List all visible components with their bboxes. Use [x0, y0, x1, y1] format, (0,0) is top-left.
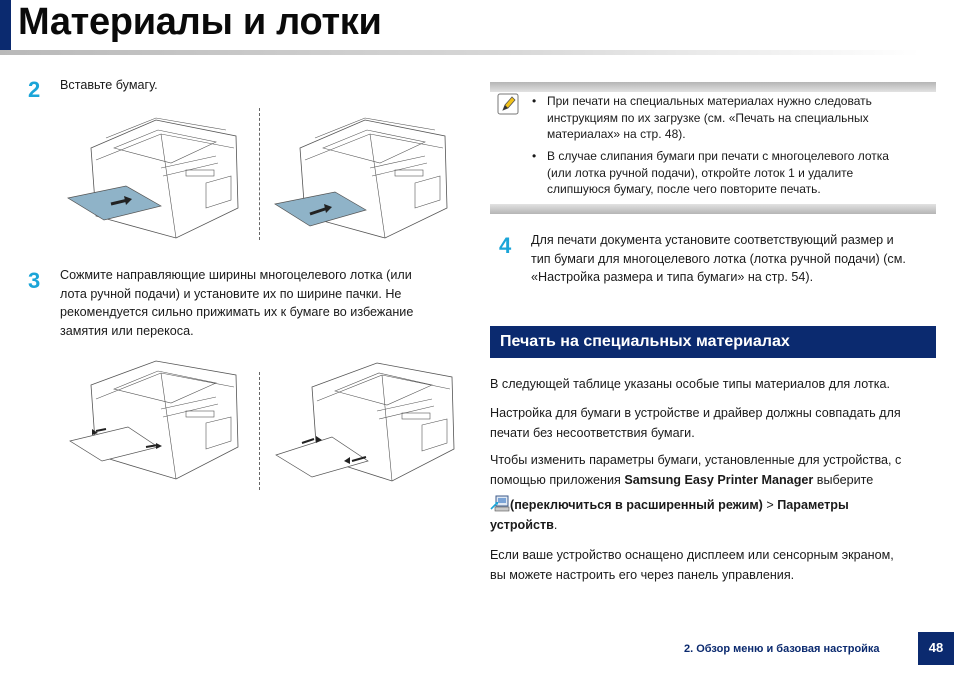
- note-item-1: [532, 93, 932, 143]
- note-bullet: •: [532, 94, 537, 108]
- advanced-mode-label: (переключиться в расширенный режим): [510, 498, 763, 512]
- paragraph-5: [490, 545, 940, 585]
- printer-illustration-insert-1: [66, 108, 241, 243]
- app-name: Samsung Easy Printer Manager: [624, 473, 814, 487]
- note-line: В случае слипания бумаги при печати с многоцелевого лотка: [547, 149, 889, 163]
- section-title: Печать на специальных материалах: [500, 333, 790, 350]
- step-number-2: 2: [28, 77, 41, 102]
- paragraph-5-line: Если ваше устройство оснащено дисплеем или сенсорным экраном,: [490, 548, 894, 562]
- menu-path-separator: >: [762, 498, 778, 512]
- image-divider: [259, 372, 260, 490]
- paragraph-3: [490, 450, 940, 490]
- paragraph-4-line: [490, 495, 940, 515]
- step-3-line: рекомендуется сильно прижимать их к бумаге во избежание: [60, 305, 414, 319]
- note-line: При печати на специальных материалах нужно следовать: [547, 94, 872, 108]
- paragraph-1: В следующей таблице указаны особые типы материалов для лотка.: [490, 377, 891, 391]
- paragraph-3-line: Чтобы изменить параметры бумаги, установленные для устройства, с: [490, 453, 902, 467]
- step-3-line: Сожмите направляющие ширины многоцелевого лотка (или: [60, 268, 412, 282]
- device-settings-label-cont: устройств: [490, 518, 554, 532]
- note-line: слипшуюся бумагу, после чего повторите печать.: [547, 182, 821, 196]
- header-accent-bar: [0, 0, 11, 52]
- printer-illustration-guides-1: [66, 355, 246, 490]
- step-4-text: [531, 231, 941, 287]
- paragraph-4: [490, 495, 940, 535]
- paragraph-4-line: [490, 515, 940, 535]
- note-line: (или лотка ручной подачи), откройте лоток 1 и удалите: [547, 165, 854, 180]
- paragraph-2-line: печати без несоответствия бумаги.: [490, 426, 695, 440]
- page-number: 48: [928, 640, 944, 655]
- note-border-bottom: [490, 204, 936, 214]
- note-line: материалах» на стр. 48).: [547, 127, 686, 141]
- title-rule: [0, 50, 920, 55]
- note-border-top: [490, 82, 936, 92]
- page-title: Материалы и лотки: [18, 1, 382, 43]
- step-3-line: замятия или перекоса.: [60, 323, 194, 338]
- note-line: инструкциям по их загрузке (см. «Печать на специальных: [547, 110, 869, 125]
- pencil-note-icon: [497, 93, 521, 117]
- paragraph-3-text: выберите: [813, 473, 874, 487]
- paragraph-3-line: [490, 470, 940, 490]
- printer-illustration-insert-2: [270, 108, 450, 243]
- step-4-line: Для печати документа установите соответствующий размер и: [531, 233, 894, 247]
- paragraph-2: [490, 403, 940, 443]
- step-3-text: [60, 266, 460, 340]
- image-divider: [259, 108, 260, 240]
- note-item-2: [532, 148, 932, 198]
- note-bullet: •: [532, 149, 537, 163]
- device-settings-label: Параметры: [777, 498, 849, 512]
- printer-body: [91, 361, 238, 479]
- footer-chapter: 2. Обзор меню и базовая настройка: [684, 643, 880, 655]
- step-2-text: Вставьте бумагу.: [60, 78, 158, 92]
- step-4-line: «Настройка размера и типа бумаги» на стр. 54).: [531, 270, 814, 284]
- paragraph-4-end: .: [553, 518, 558, 532]
- printer-body: [91, 118, 238, 238]
- printer-illustration-guides-2: [272, 357, 457, 492]
- switch-advanced-mode-icon: [490, 495, 510, 513]
- paragraph-3-text: помощью приложения: [490, 473, 625, 487]
- step-number-3: 3: [28, 268, 41, 293]
- step-number-4: 4: [499, 233, 512, 258]
- step-4-line: тип бумаги для многоцелевого лотка (лотка ручной подачи) (см.: [531, 251, 906, 266]
- step-3-line: лота ручной подачи) и установите их по ширине пачки. Не: [60, 286, 402, 301]
- paragraph-2-line: Настройка для бумаги в устройстве и драйвер должны совпадать для: [490, 406, 901, 420]
- paragraph-5-line: вы можете настроить его через панель управления.: [490, 568, 795, 582]
